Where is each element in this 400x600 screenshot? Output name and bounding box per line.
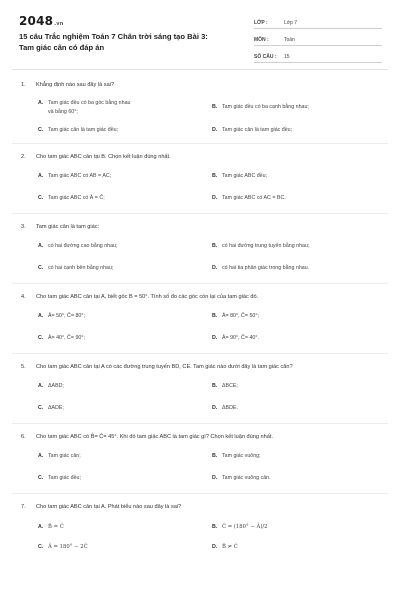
option-text: Ĉ = (180° − Â)/2 [222, 523, 268, 530]
header-divider [12, 69, 388, 70]
question-5 [0, 354, 400, 413]
option-letter: C. [38, 405, 44, 411]
option-text: Tam giác vuông cân. [222, 475, 271, 481]
option-text: B̂ ≠ Ĉ [222, 544, 238, 550]
option-d[interactable] [212, 543, 386, 552]
site-logo[interactable] [19, 14, 64, 28]
option-text: Â= 90°, Ĉ= 40°. [222, 335, 259, 341]
option-letter: B. [212, 172, 218, 179]
meta-row-count [254, 48, 382, 63]
question-stem [0, 433, 388, 442]
option-letter: A. [38, 100, 44, 106]
option-text: B̂ = Ĉ [48, 523, 64, 530]
option-a[interactable] [38, 242, 212, 251]
option-letter: B. [212, 523, 218, 530]
option-d[interactable] [212, 474, 386, 483]
question-stem [0, 293, 388, 302]
question-number: 4. [21, 293, 26, 300]
option-b[interactable] [212, 523, 386, 532]
option-d[interactable] [212, 126, 386, 135]
option-letter: D. [212, 195, 218, 201]
option-letter: B. [212, 452, 218, 459]
option-c[interactable] [38, 404, 212, 413]
option-a[interactable] [38, 312, 212, 321]
option-a[interactable] [38, 172, 212, 181]
option-text: Â= 40°, Ĉ= 90°; [48, 335, 85, 341]
option-text: Tam giác ABC có AC = BC. [222, 195, 286, 201]
meta-label: SỐ CÂU : [254, 54, 277, 60]
option-letter: D. [212, 475, 218, 481]
option-letter: C. [38, 265, 44, 271]
option-letter: A. [38, 312, 44, 319]
option-text: Tam giác vuông; [222, 452, 261, 459]
option-text: Tam giác đều; [48, 475, 81, 481]
question-number: 7. [21, 503, 26, 510]
option-text: Tam giác ABC có AB = AC; [48, 172, 112, 179]
option-letter: D. [212, 405, 218, 411]
option-letter: D. [212, 265, 218, 271]
option-text: Tam giác cân là tam giác đều; [48, 127, 119, 133]
logo-sub: .vn [54, 21, 64, 27]
option-letter: B. [212, 104, 218, 110]
option-letter: B. [212, 382, 218, 389]
option-letter: D. [212, 335, 218, 341]
question-number: 2. [21, 153, 26, 160]
question-6 [0, 424, 400, 483]
options [0, 312, 388, 343]
option-text: ΔBCE; [222, 382, 238, 389]
question-text: Cho tam giác ABC cân tại B. Chọn kết luận đúng nhất. [36, 153, 171, 160]
question-stem [0, 81, 388, 90]
option-c[interactable] [38, 264, 212, 273]
option-c[interactable] [38, 126, 212, 135]
option-text: có hai đường trung tuyến bằng nhau; [222, 242, 310, 249]
option-text: Tam giác cân là tam giác đều; [222, 127, 293, 133]
question-number: 6. [21, 433, 26, 440]
option-letter: D. [212, 544, 218, 550]
option-a[interactable] [38, 382, 212, 391]
option-letter: C. [38, 195, 44, 201]
question-number: 5. [21, 363, 26, 370]
options [0, 523, 388, 552]
question-number: 1. [21, 82, 26, 88]
option-text: Tam giác cân; [48, 452, 81, 459]
option-text: ΔADE; [48, 405, 64, 411]
meta-value: 15 [284, 54, 290, 60]
option-text: Tam giác đều có ba cạnh bằng nhau; [222, 104, 309, 110]
question-text: Khẳng định nào sau đây là sai? [36, 82, 115, 88]
meta-info [254, 14, 382, 65]
question-1 [0, 72, 400, 135]
question-4 [0, 284, 400, 343]
option-d[interactable] [212, 194, 386, 203]
question-list [0, 72, 400, 552]
question-text: Tam giác cân là tam giác: [36, 223, 100, 230]
option-c[interactable] [38, 474, 212, 483]
option-text: Tam giác ABC đều; [222, 172, 268, 179]
options [0, 382, 388, 413]
option-letter: C. [38, 475, 44, 481]
option-letter: C. [38, 127, 44, 133]
meta-row-subject [254, 31, 382, 46]
option-text: Â= 50°, Ĉ= 80°; [48, 312, 85, 319]
option-d[interactable] [212, 264, 386, 273]
option-b[interactable] [212, 172, 386, 181]
option-letter: A. [38, 172, 44, 179]
question-text: Cho tam giác ABC cân tại A, biết góc B = 50°. Tính số đo các góc còn lại của tam giác đó. [36, 293, 259, 300]
option-text: có hai cạnh bên bằng nhau; [48, 265, 114, 271]
question-text: Cho tam giác ABC cân tại A. Phát biểu nào sau đây là sai? [36, 503, 182, 510]
options [0, 242, 388, 273]
meta-row-class [254, 14, 382, 29]
question-stem [0, 363, 388, 372]
option-c[interactable] [38, 194, 212, 203]
option-text: Tam giác ABC có Â = Ĉ; [48, 195, 105, 201]
header [0, 0, 400, 68]
option-b[interactable] [212, 242, 386, 251]
option-c[interactable] [38, 334, 212, 343]
option-text: có hai tia phân giác trong bằng nhau. [222, 265, 310, 271]
option-b[interactable] [212, 382, 386, 391]
option-letter: C. [38, 335, 44, 341]
option-text: ΔABD; [48, 382, 64, 389]
option-letter: C. [38, 544, 44, 550]
question-stem [0, 223, 388, 232]
logo-main: 2048 [19, 14, 54, 28]
meta-value: Lớp 7 [284, 20, 298, 26]
option-letter: A. [38, 452, 44, 459]
option-b[interactable] [212, 99, 386, 116]
option-letter: B. [212, 312, 218, 319]
option-letter: B. [212, 242, 218, 249]
meta-label: LỚP : [254, 20, 268, 26]
option-text: Tam giác đều có ba góc bằng nhau và bằng 60°; [48, 100, 131, 115]
question-text: Cho tam giác ABC có B̂= Ĉ= 45°. Khi đó tam giác ABC là tam giác gì? Chọn kết luận đúng nhất. [36, 433, 273, 440]
question-number: 3. [21, 223, 26, 230]
option-letter: A. [38, 242, 44, 249]
options [0, 452, 388, 483]
option-a[interactable] [38, 452, 212, 461]
question-3 [0, 214, 400, 273]
option-text: Â= 80°, Ĉ= 50°; [222, 312, 259, 319]
question-stem [0, 153, 388, 162]
question-stem [0, 503, 388, 512]
option-letter: A. [38, 523, 44, 530]
option-a[interactable] [38, 99, 212, 116]
option-a[interactable] [38, 523, 212, 532]
options [0, 172, 388, 203]
question-7 [0, 494, 400, 552]
option-text: Â = 180° − 2Ĉ [48, 544, 88, 550]
document-title: 15 câu Trắc nghiệm Toán 7 Chân trời sáng tạo Bài 3: Tam giác cân có đáp án [19, 32, 208, 52]
option-d[interactable] [212, 404, 386, 413]
option-text: ΔBDE. [222, 405, 238, 411]
option-d[interactable] [212, 334, 386, 343]
meta-label: MÔN : [254, 37, 269, 43]
option-b[interactable] [212, 452, 386, 461]
question-2 [0, 144, 400, 203]
options [0, 99, 388, 135]
question-text: Cho tam giác ABC cân tại A có các đường trung tuyến BD, CE. Tam giác nào dưới đây là tam giác cân? [36, 363, 293, 370]
option-b[interactable] [212, 312, 386, 321]
option-letter: A. [38, 382, 44, 389]
option-c[interactable] [38, 543, 212, 552]
option-text: có hai đường cao bằng nhau; [48, 242, 118, 249]
option-letter: D. [212, 127, 218, 133]
meta-value: Toán [284, 37, 295, 43]
